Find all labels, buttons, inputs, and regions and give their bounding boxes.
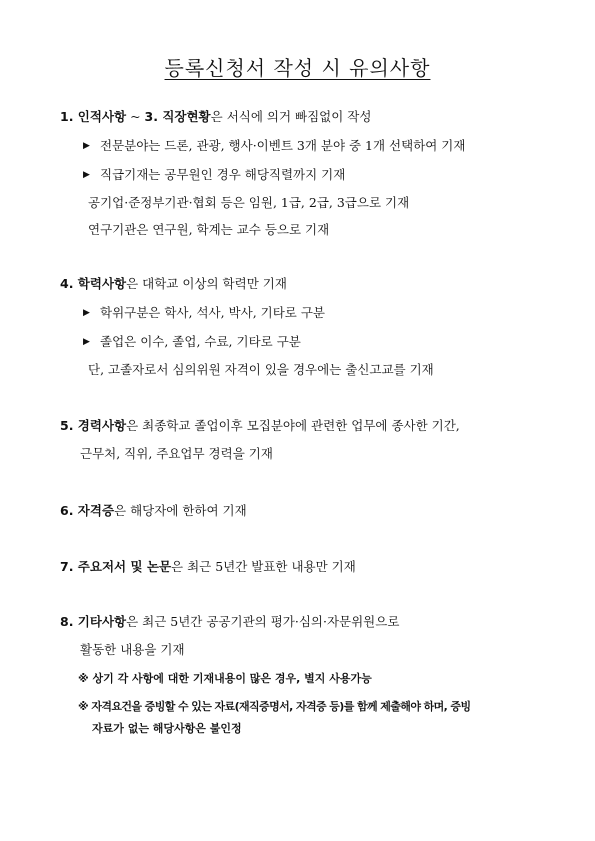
section-4-bullet-2: 졸업은 이수, 졸업, 수료, 기타로 구분 [100,334,301,349]
section-7-heading [60,559,356,575]
document-title [0,52,595,81]
section-6-heading [60,503,247,519]
section-6-text: 은 해당자에 한하여 기재 [114,503,247,518]
section-4-text: 은 대학교 이상의 학력만 기재 [126,276,287,291]
section-8-text: 은 최근 5년간 공공기관의 평가·심의·자문위원으로 [126,614,400,629]
section-5-heading [60,418,460,434]
title-text: 등록신청서 작성 시 유의사항 [164,56,431,80]
section-4-heading [60,276,287,292]
section-1-text: 은 서식에 의거 빠짐없이 작성 [210,109,372,124]
right-triangle-bullet-icon: ▶ [83,337,90,347]
note-2-line-1: ※ 자격요건을 증빙할 수 있는 자료(재직증명서, 자격증 등)를 함께 제출해야 하며, 증빙 [78,700,471,713]
section-8-label: 8. 기타사항 [60,614,127,629]
section-4-sub-1: 단, 고졸자로서 심의위원 자격이 있을 경우에는 출신고교를 기재 [88,362,434,377]
section-1-label: 1. 인적사항 [60,109,127,124]
section-5-label: 5. 경력사항 [60,418,127,433]
right-triangle-bullet-icon: ▶ [83,308,90,318]
section-1-bullet-2: 직급기재는 공무원인 경우 해당직렬까지 기재 [100,167,346,182]
section-3-label: 3. 직장현황 [144,109,211,124]
right-triangle-bullet-icon: ▶ [83,170,90,180]
note-1: ※ 상기 각 사항에 대한 기재내용이 많은 경우, 별지 사용가능 [78,672,372,685]
section-1-bullet-1: 전문분야는 드론, 관광, 행사·이벤트 3개 분야 중 1개 선택하여 기재 [100,138,466,153]
section-6-label: 6. 자격증 [60,503,115,518]
section-1-range-separator: ~ [126,109,145,124]
section-7-label: 7. 주요저서 및 논문 [60,559,172,574]
section-8-heading [60,614,399,630]
section-7-text: 은 최근 5년간 발표한 내용만 기재 [171,559,356,574]
right-triangle-bullet-icon: ▶ [83,141,90,151]
section-1-sub-2: 연구기관은 연구원, 학계는 교수 등으로 기재 [88,222,330,237]
section-5-continuation: 근무처, 직위, 주요업무 경력을 기재 [80,446,273,461]
section-5-text: 은 최종학교 졸업이후 모집분야에 관련한 업무에 종사한 기간, [126,418,460,433]
section-1-heading [60,109,371,125]
note-2-line-2: 자료가 없는 해당사항은 불인정 [92,722,242,735]
section-8-continuation: 활동한 내용을 기재 [80,642,185,657]
section-4-bullet-1: 학위구분은 학사, 석사, 박사, 기타로 구분 [100,305,325,320]
section-4-label: 4. 학력사항 [60,276,127,291]
section-1-sub-1: 공기업·준정부기관·협회 등은 임원, 1급, 2급, 3급으로 기재 [88,195,410,210]
